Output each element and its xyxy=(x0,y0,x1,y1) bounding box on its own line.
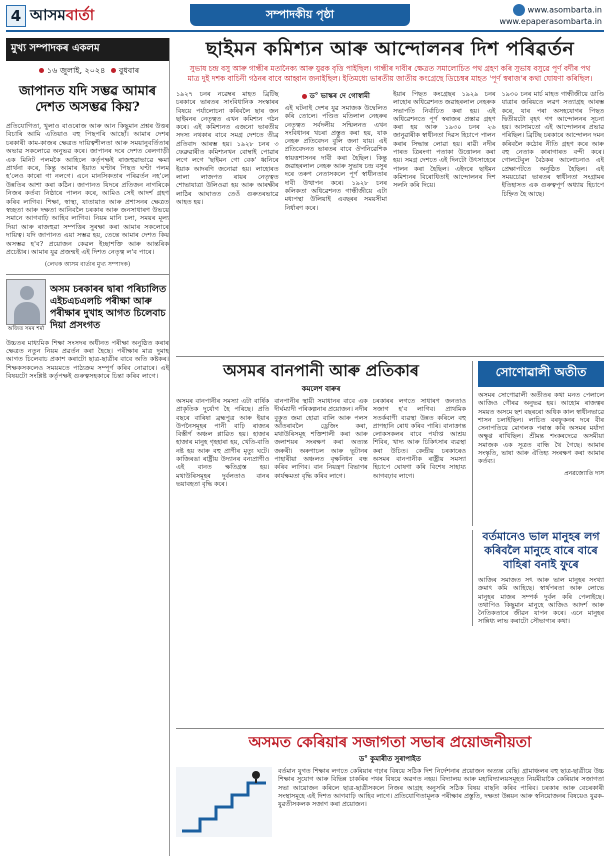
masthead-logo xyxy=(30,4,94,29)
author-avatar xyxy=(6,279,46,325)
main-col-3: ইয়াৰ পিছত কংগ্ৰেছৰ ১৯২৯ চনৰ লাহোৰ অধিৱেশনত জৱাহৰলাল নেহৰুক সভাপতি নিৰ্বাচিত কৰা হয়। এই অধিৱেশনতে পূৰ্ণ স্বৰাজৰ প্ৰস্তাৱ গ্ৰহণ কৰা হয় আৰু ১৯৩০ চনৰ ২৬ জানুৱাৰীক স্বাধীনতা দিৱস হিচাপে পালন কৰাৰ সিদ্ধান্ত লোৱা হয়। ৰাৱী নদীৰ পাৰত ত্ৰিৰংগা পতাকা উত্তোলন কৰা হয়। সমগ্ৰ দেশতে এই দিনটো উৎসাহেৰে পালন কৰা হৈছিল। এইদৰে ছাইমন কমিশ্যনৰ বিৰোধিতাই আন্দোলনৰ দিশ সলনি কৰি দিয়ে। xyxy=(393,90,496,190)
second-row xyxy=(176,356,604,526)
left-column xyxy=(6,38,170,856)
website-link[interactable]: www.asombarta.in xyxy=(527,5,602,15)
editorial-signature: (লেখক আসম বাৰ্তাৰ মুখ্য সম্পাদক) xyxy=(44,260,131,268)
date-text: ১৬ জুলাই, ২০২৪ xyxy=(46,66,106,75)
flood-byline: কমলেশ বাৰুৰ xyxy=(301,384,341,393)
header-rule xyxy=(6,30,604,32)
career-body xyxy=(176,767,604,862)
good-people-body: আজিৰ সমাজত সৎ আৰু ভাল মানুহৰ সংখ্যা ক্ৰমাৎ কমি আহিছে। স্বাৰ্থপৰতা আৰু লোভে মানুহৰ মাজৰ সম্পৰ্ক দুৰ্বল কৰি পেলাইছে। তথাপিও কিছুমান মানুহে আজিও আদৰ্শ আৰু নৈতিকতাৰে জীৱন যাপন কৰে। এনে মানুহৰ সান্নিধ্য লাভ কৰাটো সৌভাগ্যৰ কথা। xyxy=(478,576,604,626)
flood-col-1: অসমৰ বানপানীৰ সমস্যা এটা বাৰ্ষিক প্ৰাকৃতিক দুৰ্যোগ হৈ পৰিছে। প্ৰতি বছৰে বাৰিষা ব্ৰহ্মপুত্ৰ আৰু ইয়াৰ উপনৈসমূহৰ পানী বাঢ়ি ৰাজ্যৰ বিস্তীৰ্ণ অঞ্চল প্লাৱিত হয়। হাজাৰ হাজাৰ মানুহ গৃহহাৰা হয়, খেতি-বাতি নষ্ট হয় আৰু বহু প্ৰাণীৰ মৃত্যু ঘটে। কাজিৰঙা ৰাষ্ট্ৰীয় উদ্যানৰ বন্যপ্ৰাণীও এই বানত ক্ষতিগ্ৰস্ত হয়। মথাউৰিসমূহৰ দুৰ্বলতাও বানৰ ভয়াবহতা বৃদ্ধি কৰে। xyxy=(176,397,270,488)
golden-past-body: অসমৰ সোণোৱালী অতীতৰ কথা মনত পেলালে আজিও গৌৰৱ অনুভৱ হয়। আহোম ৰাজত্বৰ সময়ত অসমে ছশ বছৰৰো অধিক কাল স্বাধীনভাৱে শাসন চলাইছিল। লাচিত বৰফুকনৰ দৰে বীৰ সেনাপতিয়ে মোগলক পৰাস্ত কৰি অসমৰ মৰ্যাদা অক্ষুণ্ণ ৰাখিছিল। শ্ৰীমন্ত শংকৰদেৱে অসমীয়া সমাজক এক সূত্ৰত বান্ধি থৈ গৈছে। আমাৰ সংস্কৃতি, ভাষা আৰু ঐতিহ্য সংৰক্ষণ কৰা আমাৰ কৰ্তব্য। xyxy=(478,391,604,466)
career-article xyxy=(176,728,604,862)
good-people-article xyxy=(472,530,604,626)
logo-right: বাৰ্তা xyxy=(65,6,95,24)
letter-title: অসম চৰকাৰৰ দ্বাৰা পৰিচালিত এইচএচএলচি পৰীক্ষা আৰু পৰীক্ষাৰ দুখাহ আগত চিলেবাচ দিয়া প্ৰসংগত xyxy=(50,283,167,331)
section-title: সম্পাদকীয় পৃষ্ঠা xyxy=(190,4,410,26)
golden-past-signature: প্ৰনৱজ্যোতি দাস xyxy=(564,469,604,477)
good-people-title: বৰ্তমানেও ভাল মানুহৰ লগ কৰিবলৈ মানুহে বাৰে বাৰে বাহিৰা বনাই ফুৰে xyxy=(482,530,600,571)
editorial-title: জাপানত যদি সম্ভৱ আমাৰ দেশত অসম্ভৱ কিয়? xyxy=(18,84,157,115)
main-headline: ছাইমন কমিশ্যন আৰু আন্দোলনৰ দিশ পৰিৱৰ্তন xyxy=(205,38,575,60)
column-divider xyxy=(6,274,169,275)
golden-past-title: সোণোৱালী অতীত xyxy=(478,361,604,387)
editorial-date xyxy=(6,65,169,78)
flood-article xyxy=(176,361,466,526)
day-text: বুধবাৰ xyxy=(118,66,140,75)
bullet-icon xyxy=(111,68,116,73)
letter-body: উচ্চতৰ মাধ্যমিক শিক্ষা সংসদৰ অধীনত পৰীক্ষা অনুষ্ঠিত কৰাৰ ক্ষেত্ৰত নতুন নিয়ম প্ৰৱৰ্তন কৰা হৈছে। পৰীক্ষাৰ মাত্ৰ দুমাহ আগত চিলেবাচ প্ৰকাশ কৰাটো ছাত্ৰ-ছাত্ৰীৰ বাবে অতি কষ্টকৰ। শিক্ষকসকলেও সময়মতে পাঠ্যক্ৰম সম্পূৰ্ণ কৰিব নোৱাৰে। এই বিষয়টো সংশ্লিষ্ট কৰ্তৃপক্ষই গুৰুত্বসহকাৰে চিন্তা কৰিব লাগে। xyxy=(6,338,169,381)
epaper-link[interactable]: www.epaperasombarta.in xyxy=(499,17,602,26)
career-title: অসমত কেৰিয়াৰ সজাগতা সভাৰ প্ৰয়োজনীয়তা xyxy=(248,733,532,751)
career-text: বৰ্তমান যুগত শিক্ষাৰ লগতে কেৰিয়াৰ গঢ়াৰ বিষয়ে সঠিক দিশ নিৰ্দেশনাৰ প্ৰয়োজন অত্যন্ত বেছি। গ্ৰামাঞ্চলৰ বহু ছাত্ৰ-ছাত্ৰীয়ে উচ্চ শিক্ষাৰ সুযোগ আৰু বিভিন্ন চাকৰিৰ পথৰ বিষয়ে অৱগত নহয়। বিদ্যালয় আৰু মহাবিদ্যালয়সমূহত নিয়মীয়াকৈ কেৰিয়াৰ সজাগতা সভা আয়োজন কৰিলে ছাত্ৰ-ছাত্ৰীসকলে নিজৰ আগ্ৰহ অনুসৰি সঠিক বিষয় বাছনি কৰিব পাৰিব। চৰকাৰ আৰু বেচৰকাৰী সংস্থাসমূহে এই দিশত আগবাঢ়ি আহিব লাগে। প্ৰতিযোগিতামূলক পৰীক্ষাৰ প্ৰস্তুতি, দক্ষতা উন্নয়ন আৰু স্বনিয়োজনৰ বিষয়েও যুৱক-যুৱতীসকলক সজাগ কৰা প্ৰয়োজন। xyxy=(278,767,604,809)
flood-title: অসমৰ বানপানী আৰু প্ৰতিকাৰ xyxy=(223,361,419,380)
flood-col-2: বানপানীৰ স্থায়ী সমাধানৰ বাবে এক দীৰ্ঘম্যাদী পৰিকল্পনাৰ প্ৰয়োজন। নদীৰ বুকুত জমা হোৱা বালি আৰু পলস আঁতৰাবলৈ ড্ৰেজিং কৰা, মথাউৰিসমূহ শক্তিশালী কৰা আৰু জলাশয়ৰ সংৰক্ষণ কৰা অত্যন্ত জৰুৰী। অৰুণাচল আৰু ভূটানৰ পাহাৰীয়া অঞ্চলত বৃক্ষনিধন বন্ধ কৰিব লাগিব। বান নিয়ন্ত্ৰণ বিভাগৰ কাৰ্যক্ষমতা বৃদ্ধি কৰিব লাগে। xyxy=(274,397,368,480)
main-byline xyxy=(285,90,388,102)
flood-columns xyxy=(176,397,466,757)
globe-icon xyxy=(513,4,525,16)
main-col-2 xyxy=(285,90,388,316)
main-area xyxy=(176,38,604,856)
editorial-body: প্ৰতিযোগিতা, খুলাও বাওৰোজ আৰু আন কিছুমান প্ৰশ্নৰ উত্তৰ বিচাৰি আমি এতিয়াও বহু পিছপৰি আছোঁ। আমাৰ দেশৰ চৰকাৰী কাম-কাজৰ ক্ষেত্ৰত দায়িত্বশীলতা আৰু সময়ানুবৰ্তিতাৰ অভাৱ সকলোৱে অনুভৱ কৰে। জাপানৰ দৰে দেশত ৰেলগাড়ী এক মিনিট পলমকৈ আহিলে কৰ্তৃপক্ষই ৰাজহুৱাভাৱে ক্ষমা প্ৰাৰ্থনা কৰে, কিন্তু আমাৰ ইয়াত ঘণ্টাৰ পিছত ঘণ্টা পলম হ'লেও কাৰো গা নলগে। এনে মানসিকতাৰ পৰিৱৰ্তন নহ'লে উন্নতিৰ আশা কৰা কঠিন। জাপানত যিদৰে প্ৰতিজন নাগৰিকে নিজৰ কৰ্তব্য নিষ্ঠাৰে পালন কৰে, আমিও সেই আদৰ্শ গ্ৰহণ কৰিব লাগিব। শিক্ষা, স্বাস্থ্য, যাতায়াত আৰু প্ৰশাসনৰ ক্ষেত্ৰত স্বচ্ছতা আৰু দক্ষতা আনিবলৈ চৰকাৰ আৰু জনসাধাৰণ উভয়ে সমানে আগবাঢ়ি আহিব লাগিব। নিয়ম মানি চলা, সময়ৰ মূল্য দিয়া আৰু ৰাজহুৱা সম্পত্তিৰ সুৰক্ষা কৰা আমাৰ সকলোৰে দায়িত্ব। যদি জাপানত এয়া সম্ভৱ হয়, তেন্তে আমাৰ দেশত কিয় অসম্ভৱ হ'ব? প্ৰয়োজন কেৱল ইচ্ছাশক্তি আৰু আন্তৰিক প্ৰচেষ্টাৰ। আমাৰ যুৱ প্ৰজন্মই এই দিশত নেতৃত্ব ল'ব পাৰে। xyxy=(6,122,169,257)
golden-past-article xyxy=(472,361,604,526)
flood-col-3: চৰকাৰৰ লগতে সাধাৰণ জনতাও সজাগ হ'ব লাগিব। প্ৰাথমিক সতৰ্কবাণী ব্যৱস্থা উন্নত কৰিলে বহু প্ৰাণহানি ৰোধ কৰিব পাৰি। বানাক্ৰান্ত লোকসকলৰ বাবে পৰ্যাপ্ত আশ্ৰয় শিবিৰ, খাদ্য আৰু চিকিৎসাৰ ব্যৱস্থা কৰা উচিত। কেন্দ্ৰীয় চৰকাৰেও অসমৰ বানপানীক ৰাষ্ট্ৰীয় সমস্যা হিচাপে ঘোষণা কৰি বিশেষ সাহায্য আগবঢ়াব লাগে। xyxy=(372,397,466,480)
bullet-icon xyxy=(39,68,44,73)
logo-left: আসম xyxy=(30,6,66,24)
avatar-caption: অজিত সমৰ শৰ্মা xyxy=(7,325,45,332)
main-col-4: ১৯৩০ চনৰ মাৰ্চ মাহত গান্ধীজীয়ে ডাণ্ডি যাত্ৰাৰ জৰিয়তে লৱণ সত্যাগ্ৰহ আৰম্ভ কৰে, যাৰ পৰা অসহযোগৰ পিছত দ্বিতীয়টো বৃহৎ গণ আন্দোলনৰ সূচনা হয়। আসামতো এই আন্দোলনৰ প্ৰভাৱ পৰিছিল। ব্ৰিটিছ চৰকাৰে আন্দোলন দমন কৰিবলৈ কঠোৰ নীতি গ্ৰহণ কৰে আৰু বহু নেতাক কাৰাগাৰত বন্দী কৰে। গোলটেবুল বৈঠকৰ আলোচনাও এই প্ৰেক্ষাপটতে অনুষ্ঠিত হৈছিল। এই সময়চোৱা ভাৰতৰ স্বাধীনতা সংগ্ৰামৰ ইতিহাসত এক গুৰুত্বপূৰ্ণ অধ্যায় হিচাপে চিহ্নিত হৈ আছে। xyxy=(501,90,604,198)
main-col-2-text: এই ঘটনাই দেশৰ যুৱ সমাজক উদ্বেলিত কৰি তোলে। পণ্ডিত মতিলাল নেহৰুৰ নেতৃত্বত সৰ্বদলীয় সন্মিলনত এখন সংবিধানৰ খচৰা প্ৰস্তুত কৰা হয়, যাক নেহৰু প্ৰতিবেদন বুলি জনা যায়। এই প্ৰতিবেদনত ভাৰতৰ বাবে ঔপনিৱেশিক স্বায়ত্তশাসনৰ দাবী কৰা হৈছিল। কিন্তু জৱাহৰলাল নেহৰু আৰু সুভাষ চন্দ্ৰ বসুৰ দৰে তৰুণ নেতাসকলে পূৰ্ণ স্বাধীনতাৰ দাবী উত্থাপন কৰে। ১৯২৮ চনৰ কলিকতা অধিৱেশনত গান্ধীজীয়ে এটা মধ্যপন্থা উলিয়াই এবছৰৰ সময়সীমা নিৰ্ধাৰণ কৰে। xyxy=(284,104,387,212)
editorial-band: মুখ্য সম্পাদকৰ একলম xyxy=(6,38,169,61)
main-article-columns xyxy=(176,90,604,316)
byline-text: ড° ভাস্কৰ দে গোস্বামী xyxy=(309,91,370,100)
main-deck: সুভাষ চন্দ্ৰ বসু আৰু গান্ধীৰ মতানৈক্য আৰু যুৱক বৃত্তি পাইছিল। গান্ধীৰ দাবীৰ ক্ষেত্ৰত সমালোচিত পথ গ্ৰহণ কৰি সুভাষ বসুৱে পূৰ্ণ বৰ্দীৰ পথ মাত্ৰ দুই দশক বাচিনী গঠনৰ বাবে আহ্বান জনাইছিল। ইতিমধ্যে ভাৰতীয় জাতীয় কংগ্ৰেছে ডিচেম্বৰ মাহত 'পূৰ্ণ স্বৰাজ'ৰ কথা ঘোষণা কৰিছিল। xyxy=(187,64,593,83)
main-col-1: ১৯২৭ চনৰ নৱেম্বৰ মাহত ব্ৰিটিছ চৰকাৰে ভাৰতৰ সাংবিধানিক সংস্কাৰৰ বিষয়ে পৰ্যালোচনা কৰিবলৈ ছাৰ জন ছাইমনৰ নেতৃত্বত এখন কমিশ্যন গঠন কৰে। এই কমিশ্যনত এজনো ভাৰতীয় সদস্য নথকাৰ বাবে সমগ্ৰ দেশতে তীব্ৰ প্ৰতিবাদ আৰম্ভ হয়। ১৯২৮ চনৰ ৩ ফেব্ৰুৱাৰীত কমিশ্যনখন বোম্বাই পোৱাৰ লগে লগে 'ছাইমন গো বেক' ধ্বনিৰে ইয়াক আদৰণি জনোৱা হয়। লাহোৰত লালা লাজপত ৰায়ৰ নেতৃত্বত শোভাযাত্ৰা উলিওৱা হয় আৰু আৰক্ষীৰ লাঠিৰ আঘাতত তেওঁ গুৰুতৰভাৱে আহত হয়। xyxy=(176,90,279,206)
bullet-icon xyxy=(302,94,307,99)
page-header xyxy=(0,0,610,34)
website-block xyxy=(499,4,602,27)
page-number: 4 xyxy=(6,5,26,27)
career-stairs-illustration xyxy=(176,767,272,837)
career-byline: ড° কুমাৰীত সুৰাপাইত xyxy=(359,754,421,763)
author-block xyxy=(6,279,169,334)
